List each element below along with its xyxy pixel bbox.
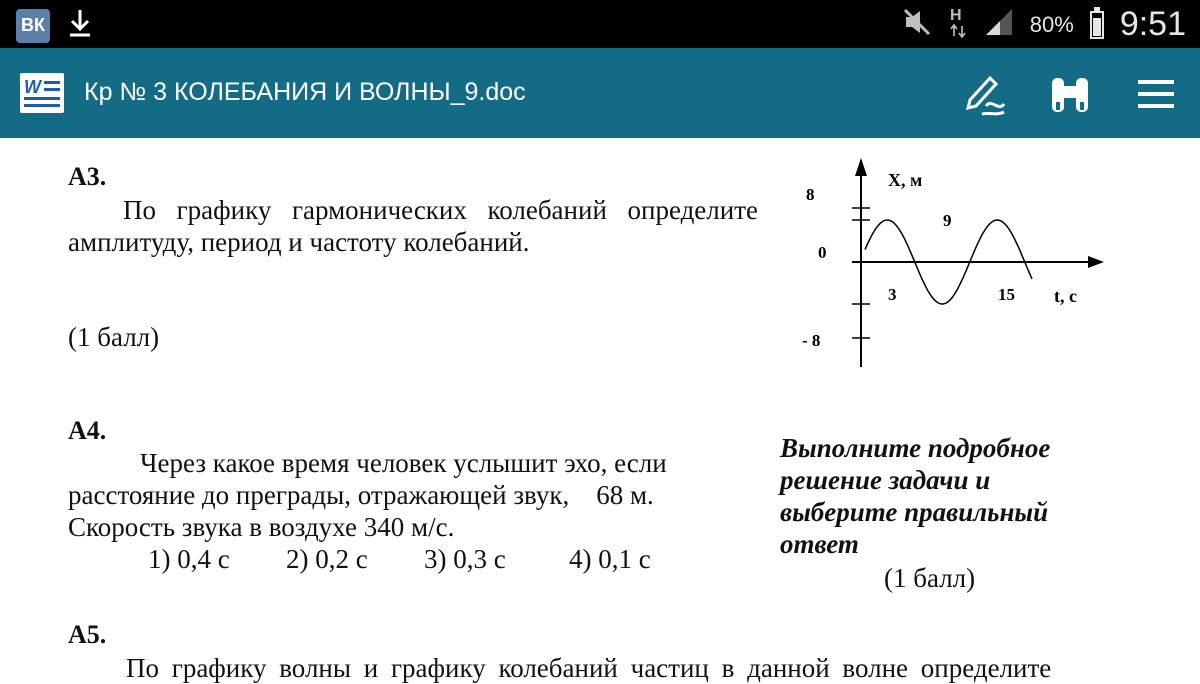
graph-x-tick-label: 15	[998, 285, 1015, 304]
battery-icon	[1090, 11, 1104, 39]
h-signal-icon	[948, 4, 968, 45]
a4-instruction-line: Выполните подробное	[780, 433, 1051, 463]
question-a4-text-line2: расстояние до преграды, отражающей звук, 68 м.	[68, 480, 654, 510]
graph-y-tick-label: - 8	[802, 331, 821, 350]
word-icon-line	[24, 104, 60, 107]
answer-option[interactable]: 3) 0,3 с	[424, 544, 506, 574]
word-icon-line	[24, 97, 60, 100]
status-bar	[0, 0, 1200, 48]
battery-percent: 80%	[1029, 11, 1074, 37]
question-a4-text-line3: Скорость звука в воздухе 340 м/с.	[68, 512, 455, 542]
word-icon-letter: W	[24, 77, 41, 97]
answer-option[interactable]: 1) 0,4 с	[148, 544, 230, 574]
graph-x-arrow	[1088, 256, 1104, 268]
graph-y-axis-label: X, м	[888, 170, 923, 190]
question-a4-text-line1: Через какое время человек услышит эхо, если	[140, 448, 667, 478]
clock: 9:51	[1119, 5, 1186, 43]
app-bar-actions	[962, 72, 1178, 121]
battery-level	[1093, 18, 1101, 36]
graph-y-tick-label: 8	[806, 185, 815, 204]
question-a3-points: (1 балл)	[68, 322, 160, 352]
a4-instruction-line: ответ	[780, 529, 859, 559]
oscillation-graph	[790, 152, 1110, 377]
answer-option[interactable]: 2) 0,2 с	[286, 544, 368, 574]
word-icon-line	[44, 81, 60, 84]
mute-icon	[902, 7, 932, 42]
a4-instruction-line: выберите правильный	[780, 497, 1049, 527]
app-bar	[0, 48, 1200, 138]
vk-icon: ВК	[16, 9, 50, 43]
question-a5-label: А5.	[68, 620, 107, 649]
document-title: Кр № 3 КОЛЕБАНИЯ И ВОЛНЫ_9.doc	[84, 78, 526, 106]
question-a5-text: По графику волны и графику колебаний частиц в данной волне определите	[126, 653, 1052, 683]
question-a4-options	[148, 544, 651, 575]
graph-y-arrow	[855, 158, 867, 176]
word-document-icon[interactable]	[20, 73, 64, 113]
svg-text:H: H	[949, 7, 962, 24]
question-a3-text: По графику гармонических колебаний определите амплитуду, период и частоту колебаний.	[68, 195, 758, 257]
a4-instruction-line: решение задачи и	[780, 465, 991, 495]
download-icon	[68, 8, 92, 43]
graph-x-tick-label: 9	[943, 211, 952, 230]
signal-bars-icon	[984, 7, 1014, 42]
status-bar-right	[902, 4, 1186, 45]
graph-x-tick-label: 3	[888, 285, 897, 304]
edit-pen-icon[interactable]	[962, 72, 1006, 121]
binoculars-icon[interactable]	[1048, 72, 1092, 121]
graph-x-axis-label: t, с	[1054, 286, 1077, 306]
menu-icon[interactable]	[1134, 72, 1178, 121]
word-icon-line	[44, 88, 60, 91]
status-bar-left	[16, 8, 92, 43]
question-a4-label: А4.	[68, 416, 107, 445]
document-viewer[interactable]	[0, 138, 1200, 683]
answer-option[interactable]: 4) 0,1 с	[569, 544, 651, 574]
graph-y-tick-label: 0	[818, 243, 827, 262]
question-a3-label: А3.	[68, 162, 107, 191]
question-a4-points: (1 балл)	[884, 563, 976, 593]
